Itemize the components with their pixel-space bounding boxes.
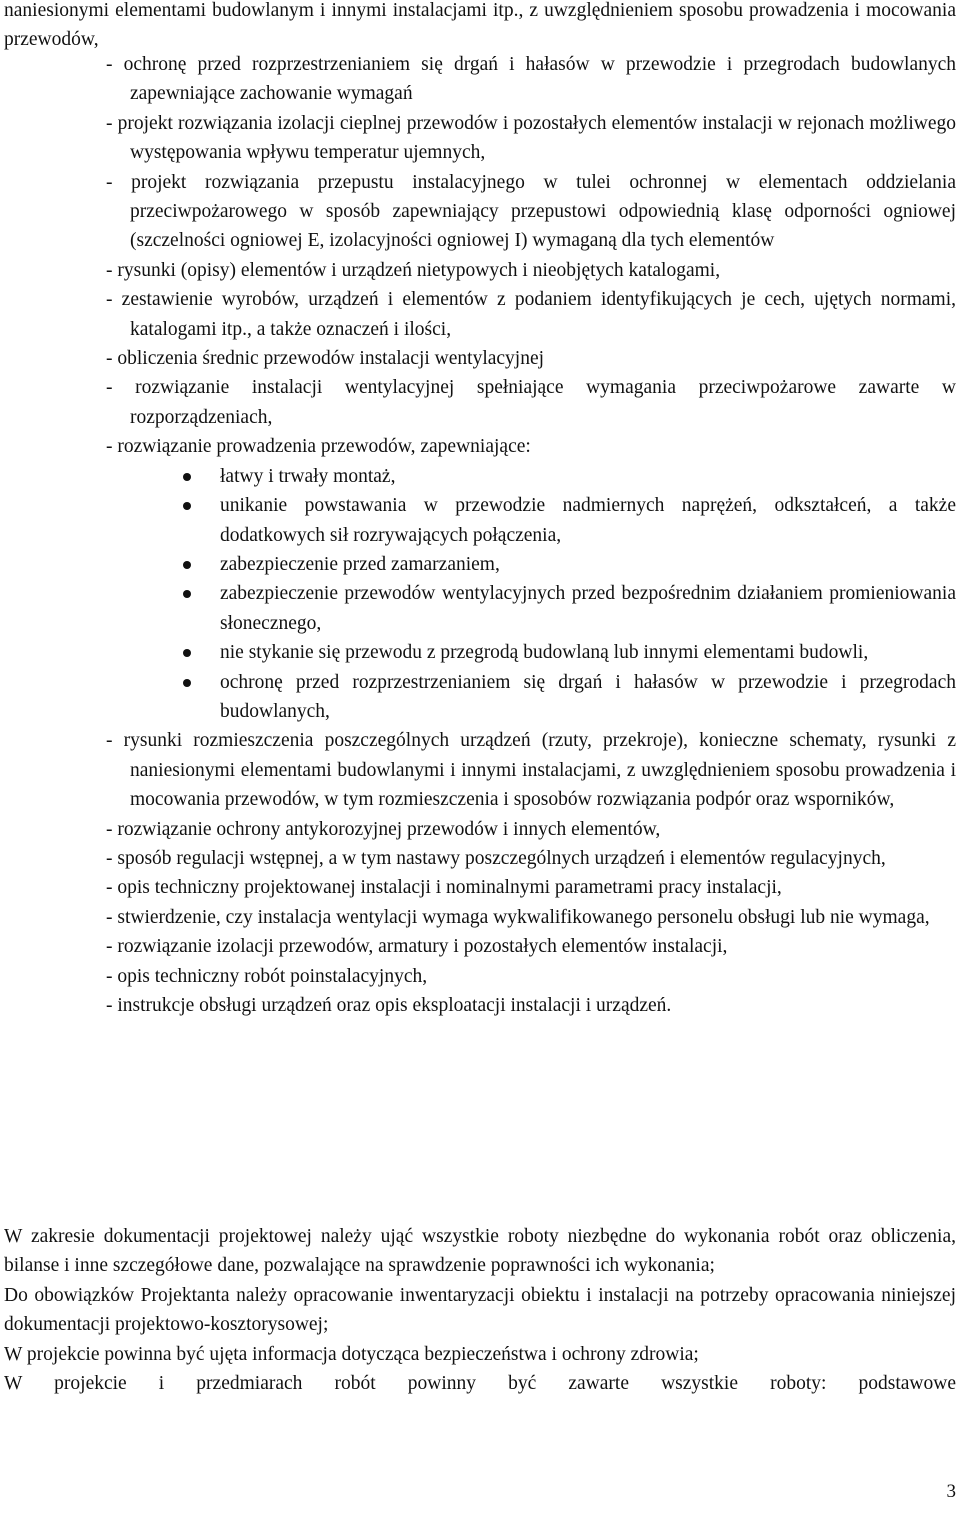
bullet-item bbox=[106, 462, 956, 491]
bullet-text: ochronę przed rozprzestrzenianiem się drgań i hałasów w przewodzie i przegrodach budowlanych, bbox=[220, 671, 956, 722]
list-item: - rozwiązanie prowadzenia przewodów, zapewniające: bbox=[106, 436, 531, 458]
bullet-text: zabezpieczenie przewodów wentylacyjnych przed bezpośrednim działaniem promieniowania słonecznego, bbox=[220, 583, 956, 634]
bullet-dot-icon bbox=[183, 561, 191, 569]
page-number: 3 bbox=[946, 1481, 956, 1502]
bullet-item bbox=[106, 550, 956, 579]
bullet-dot-icon bbox=[183, 590, 191, 598]
bullet-text: łatwy i trwały montaż, bbox=[220, 465, 396, 487]
bullet-text: zabezpieczenie przed zamarzaniem, bbox=[220, 553, 500, 575]
requirements-list bbox=[106, 50, 956, 1020]
continued-paragraph: naniesionymi elementami budowlanym i innymi instalacjami itp., z uwzględnieniem sposobu prowadzenia i mocowania przewodów, bbox=[4, 0, 956, 51]
bullet-dot-icon bbox=[183, 649, 191, 657]
bullet-item bbox=[106, 579, 956, 638]
paragraph: W projekcie powinna być ujęta informacja dotycząca bezpieczeństwa i ochrony zdrowia; bbox=[4, 1343, 699, 1365]
bullet-text: unikanie powstawania w przewodzie nadmiernych naprężeń, odkształceń, a także dodatkowych sił rozrywających połączenia, bbox=[220, 495, 956, 546]
list-item: - instrukcje obsługi urządzeń oraz opis eksploatacji instalacji i urządzeń. bbox=[106, 995, 672, 1016]
list-item: - stwierdzenie, czy instalacja wentylacji wymaga wykwalifikowanego personelu obsługi lub nie wymaga, bbox=[106, 906, 930, 928]
closing-paragraphs bbox=[4, 1222, 956, 1398]
paragraph: Do obowiązków Projektanta należy opracowanie inwentaryzacji obiektu i instalacji na potrzeby opracowania niniejszej dokumentacji projektowo-kosztorysowej; bbox=[4, 1284, 956, 1336]
bullet-item bbox=[106, 491, 956, 550]
list-item: - opis techniczny robót poinstalacyjnych, bbox=[106, 965, 428, 987]
bullet-list bbox=[106, 462, 956, 727]
bullet-item bbox=[106, 668, 956, 727]
list-item: - obliczenia średnic przewodów instalacji wentylacyjnej bbox=[106, 348, 545, 370]
list-item: - projekt rozwiązania przepustu instalacyjnego w tulei ochronnej w elementach oddzielania przeciwpożarowego w sposób zapewniający przepustowi odpowiednią klasę odporności ogniowej (szczelności ogniowej E, izolacyjności ogniowej I) wymaganą dla tych elementów bbox=[106, 171, 956, 252]
list-item: - projekt rozwiązania izolacji cieplnej przewodów i pozostałych elementów instalacji w rejonach możliwego występowania wpływu temperatur ujemnych, bbox=[106, 112, 956, 164]
bullet-dot-icon bbox=[183, 502, 191, 510]
list-item: - zestawienie wyrobów, urządzeń i elementów z podaniem identyfikujących je cech, ujętych normami, katalogami itp., a także oznaczeń i ilości, bbox=[106, 289, 956, 340]
list-item: - rozwiązanie izolacji przewodów, armatury i pozostałych elementów instalacji, bbox=[106, 936, 728, 958]
list-item: - rozwiązanie ochrony antykorozyjnej przewodów i innych elementów, bbox=[106, 818, 661, 840]
bullet-text: nie stykanie się przewodu z przegrodą budowlaną lub innymi elementami budowli, bbox=[220, 642, 869, 664]
list-item: - rysunki rozmieszczenia poszczególnych urządzeń (rzuty, przekroje), konieczne schematy, rysunki z naniesionymi elementami budowlanymi i innymi instalacjami, z uwzględnieniem sposobu prowadzenia i mocowania przewodów, w tym rozmieszczenia i sposobów rozwiązania podpór oraz wsporników, bbox=[106, 730, 956, 811]
paragraph: W projekcie i przedmiarach robót powinny być zawarte wszystkie roboty: podstawowe bbox=[4, 1373, 956, 1395]
list-item: - rozwiązanie instalacji wentylacyjnej spełniające wymagania przeciwpożarowe zawarte w rozporządzeniach, bbox=[106, 377, 956, 428]
paragraph: W zakresie dokumentacji projektowej należy ująć wszystkie roboty niezbędne do wykonania robót oraz obliczenia, bilanse i inne szczegółowe dane, pozwalające na sprawdzenie poprawności ich wykonania; bbox=[4, 1226, 956, 1277]
bullet-dot-icon bbox=[183, 679, 191, 687]
list-item: - ochronę przed rozprzestrzenianiem się drgań i hałasów w przewodzie i przegrodach budowlanych zapewniające zachowanie wymagań bbox=[106, 54, 956, 105]
bullet-dot-icon bbox=[183, 473, 191, 481]
list-item: - rysunki (opisy) elementów i urządzeń nietypowych i nieobjętych katalogami, bbox=[106, 259, 721, 281]
list-item: - opis techniczny projektowanej instalacji i nominalnymi parametrami pracy instalacji, bbox=[106, 877, 782, 899]
bullet-item bbox=[106, 638, 956, 667]
list-item: - sposób regulacji wstępnej, a w tym nastawy poszczególnych urządzeń i elementów regulacyjnych, bbox=[106, 847, 886, 869]
